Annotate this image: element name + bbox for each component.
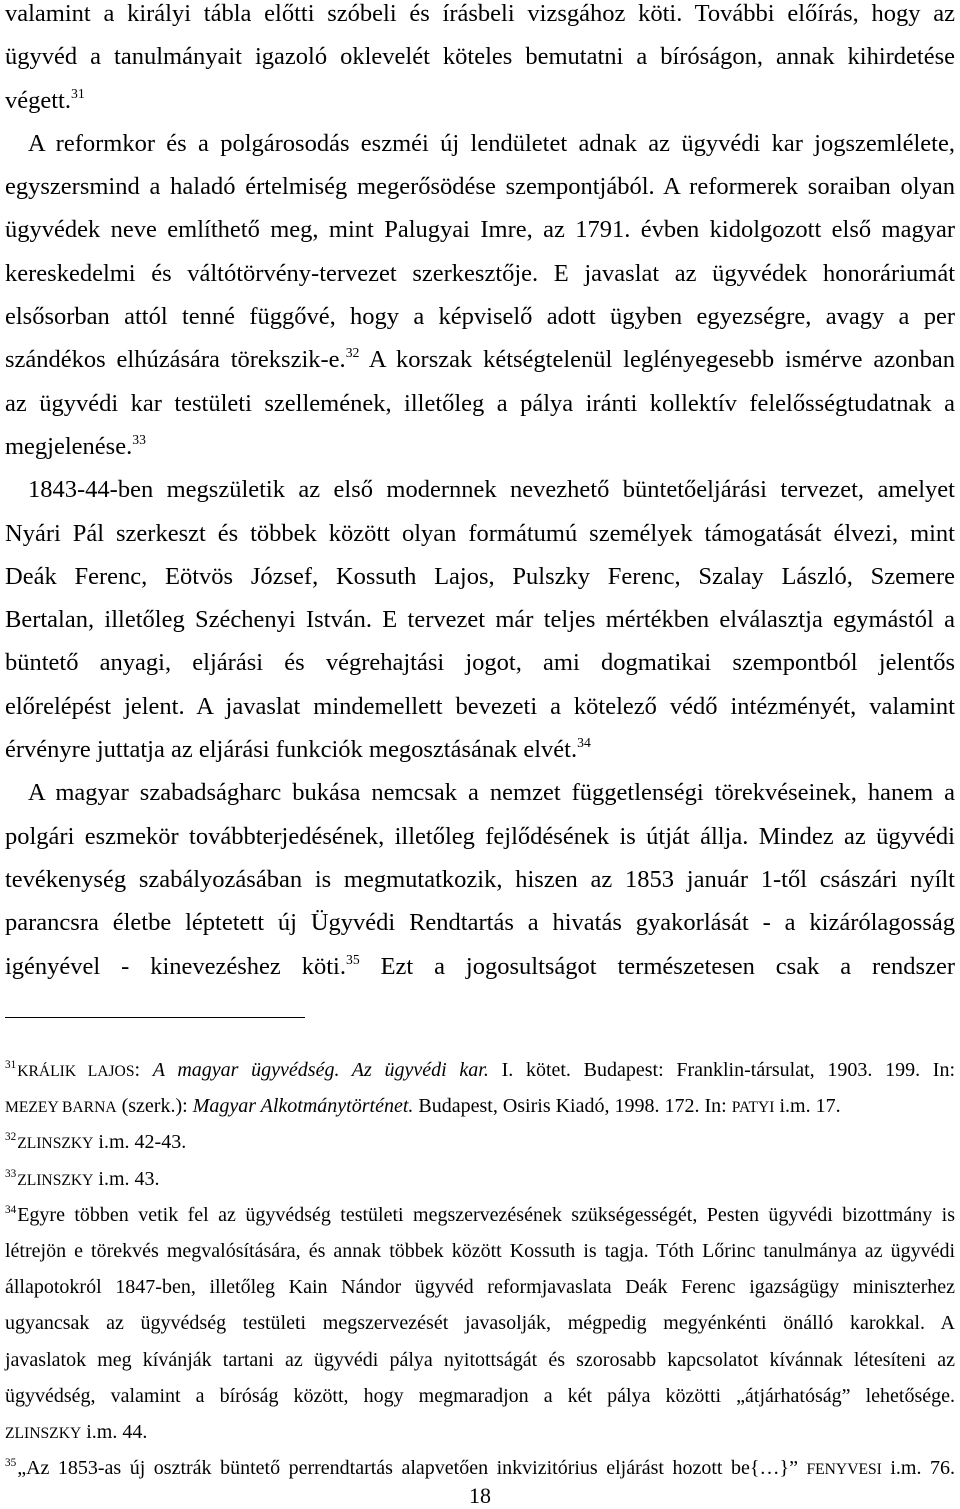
body-line (5, 945, 955, 988)
footnote-author: KRÁLIK LAJOS (17, 1063, 135, 1080)
footnotes (5, 1052, 955, 1486)
footnote-author: PATYI (731, 1099, 775, 1117)
footnote-ref-34: 34 (577, 735, 591, 751)
footnote-editor: MEZEY BARNA (5, 1099, 117, 1117)
footnote-text: i.m. 44. (81, 1420, 148, 1443)
body-line: parancsra életbe léptetett új Ügyvédi Rendtartás a hivatás gyakorlását - a kizárólagosság (5, 909, 955, 937)
footnote-ref-31: 31 (71, 85, 85, 101)
body-line: kereskedelmi és váltótörvény-tervezet szerkesztője. E javaslat az ügyvédek honoráriumát (5, 259, 955, 287)
footnote-line (5, 1414, 955, 1450)
body-line (5, 338, 955, 381)
footnote-number: 31 (5, 1058, 17, 1071)
footnote-33 (5, 1161, 955, 1197)
line-text: érvényre juttatja az eljárási funkciók megosztásának elvét. (5, 736, 578, 764)
footnote-line (5, 1052, 955, 1088)
body-line: polgári eszmekör továbbterjedésének, illetőleg fejlődésének is útját állja. Mindez az ügyvédi (5, 822, 955, 850)
body-line: 1843-44-ben megszületik az első modernnek nevezhető büntetőeljárási tervezet, amelyet (28, 476, 955, 504)
footnote-text: i.m. 76. (881, 1457, 955, 1480)
footnote-number: 34 (5, 1203, 17, 1216)
body-line: Bertalan, illetőleg Széchenyi István. E tervezet már teljes mértékben elválasztja egymástól a (5, 606, 955, 634)
footnote-line: ugyancsak az ügyvédség testületi megszervezését javasolják, mégpedig megyénkénti önálló karokkal. A (5, 1312, 955, 1335)
body-line (5, 728, 955, 771)
body-line: az ügyvédi kar testületi szellemének, illetőleg a pálya iránti kollektív felelősségtudatnak a (5, 389, 955, 417)
paragraph (5, 122, 955, 468)
line-text: szándékos elhúzására törekszik-e. (5, 346, 346, 374)
footnote-35 (5, 1450, 955, 1486)
footnote-author: ZLINSZKY (17, 1135, 94, 1153)
footnote-text: : (134, 1059, 153, 1081)
paragraph (5, 771, 955, 987)
line-text: igényével - kinevezéshez köti. (5, 952, 346, 980)
footnote-34 (5, 1197, 955, 1450)
footnote-ref-35: 35 (345, 951, 360, 967)
footnote-title: A magyar ügyvédség. Az ügyvédi kar. (152, 1059, 489, 1081)
footnote-number: 35 (5, 1457, 17, 1469)
paragraph (5, 468, 955, 771)
paragraph (5, 0, 955, 122)
footnote-text: Egyre többen vetik fel az ügyvédség testületi megszervezésének szükségességét, Pesten ügyvédi bizottmány is (17, 1203, 955, 1226)
body-line (5, 425, 955, 468)
footnote-line: létrejön e törekvés megvalósítására, és annak többek között Kossuth is tagja. Tóth Lőrinc tanulmánya az ügyvédi (5, 1239, 955, 1262)
body-line (5, 79, 955, 122)
body-line: ügyvédek neve említhető meg, mint Palugyai Imre, az 1791. évben kidolgozott első magyar (5, 216, 955, 244)
body-line: Nyári Pál szerkeszt és többek között olyan formátumú személyek támogatását élvezi, mint (5, 519, 955, 547)
footnote-ref-33: 33 (132, 432, 146, 448)
body-line: egyszersmind a haladó értelmiség megerősödése szempontjából. A reformerek soraiban olyan (5, 173, 955, 201)
footnote-quote: „Az 1853-as új osztrák büntető perrendtartás alapvetően inkvizitórius eljárást hozott be{…}” (17, 1457, 807, 1480)
footnote-line: javaslatok meg kívánják tartani az ügyvédi pálya nyitottságát és szorosabb kapcsolatot kívánnak létesíteni az (5, 1348, 955, 1371)
footnote-line: állapotokról 1847-ben, illetőleg Kain Nándor ügyvéd reformjavaslata Deák Ferenc igazságügy miniszterhez (5, 1276, 955, 1299)
footnote-author: ZLINSZKY (5, 1424, 82, 1442)
footnote-line (5, 1161, 955, 1197)
footnote-text: i.m. 17. (774, 1095, 841, 1118)
body-line: A reformkor és a polgárosodás eszméi új lendületet adnak az ügyvédi kar jogszemlélete, (28, 129, 955, 157)
footnote-book-title: Magyar Alkotmánytörténet. (192, 1095, 414, 1118)
footnote-line (5, 1124, 955, 1160)
footnote-ref-32: 32 (345, 345, 360, 361)
body-line: Deák Ferenc, Eötvös József, Kossuth Lajos, Pulszky Ferenc, Szalay László, Szemere (5, 562, 955, 590)
body-line: ügyvéd a tanulmányait igazoló oklevelét köteles bemutatni a bíróságon, annak kihirdetése (5, 43, 955, 71)
body-line: valamint a királyi tábla előtti szóbeli és írásbeli vizsgához köti. További előírás, hogy az (5, 0, 955, 27)
line-text: megjelenése. (5, 432, 133, 460)
footnote-line: ügyvédség, valamint a bíróság között, hogy megmaradjon a két pálya közötti „átjárhatóság” lehetősége. (5, 1384, 955, 1407)
footnote-line (5, 1088, 955, 1124)
footnote-32 (5, 1124, 955, 1160)
footnote-author: ZLINSZKY (17, 1171, 94, 1189)
body-line: előrelépést jelent. A javaslat mindemellett bevezeti a kötelező védő intézményét, valamint (5, 692, 955, 720)
body-line: tevékenység szabályozásában is megmutatkozik, hiszen az 1853 január 1-től császári nyílt (5, 865, 955, 893)
footnote-line (5, 1450, 955, 1486)
footnote-text: Budapest, Osiris Kiadó, 1998. 172. In: (413, 1095, 732, 1118)
line-text: A korszak kétségtelenül leglényegesebb ismérve azonban (359, 346, 956, 374)
footnote-line (5, 1197, 955, 1233)
footnote-text: (szerk.): (116, 1095, 193, 1118)
page-number: 18 (469, 1483, 491, 1508)
body-text (5, 0, 955, 988)
body-line: elsősorban attól tenné függővé, hogy a képviselő adott ügyben egyezségre, avagy a per (5, 303, 955, 331)
footnote-text: i.m. 42-43. (93, 1131, 187, 1154)
body-line: A magyar szabadságharc bukása nemcsak a nemzet függetlenségi törekvéseinek, hanem a (28, 779, 955, 807)
footnote-separator (5, 1017, 305, 1018)
footnote-text: i.m. 43. (93, 1167, 160, 1190)
line-text: végett. (5, 86, 71, 114)
body-line: büntető anyagi, eljárási és végrehajtási jogot, ami dogmatikai szempontból jelentős (5, 649, 955, 677)
footnote-text: I. kötet. Budapest: Franklin-társulat, 1903. 199. In: (488, 1059, 955, 1081)
footnote-author: FENYVESI (806, 1461, 882, 1479)
footnote-number: 32 (5, 1131, 17, 1144)
footnote-number: 33 (5, 1167, 17, 1180)
footnote-31 (5, 1052, 955, 1124)
line-text: Ezt a jogosultságot természetesen csak a rendszer (359, 952, 955, 980)
